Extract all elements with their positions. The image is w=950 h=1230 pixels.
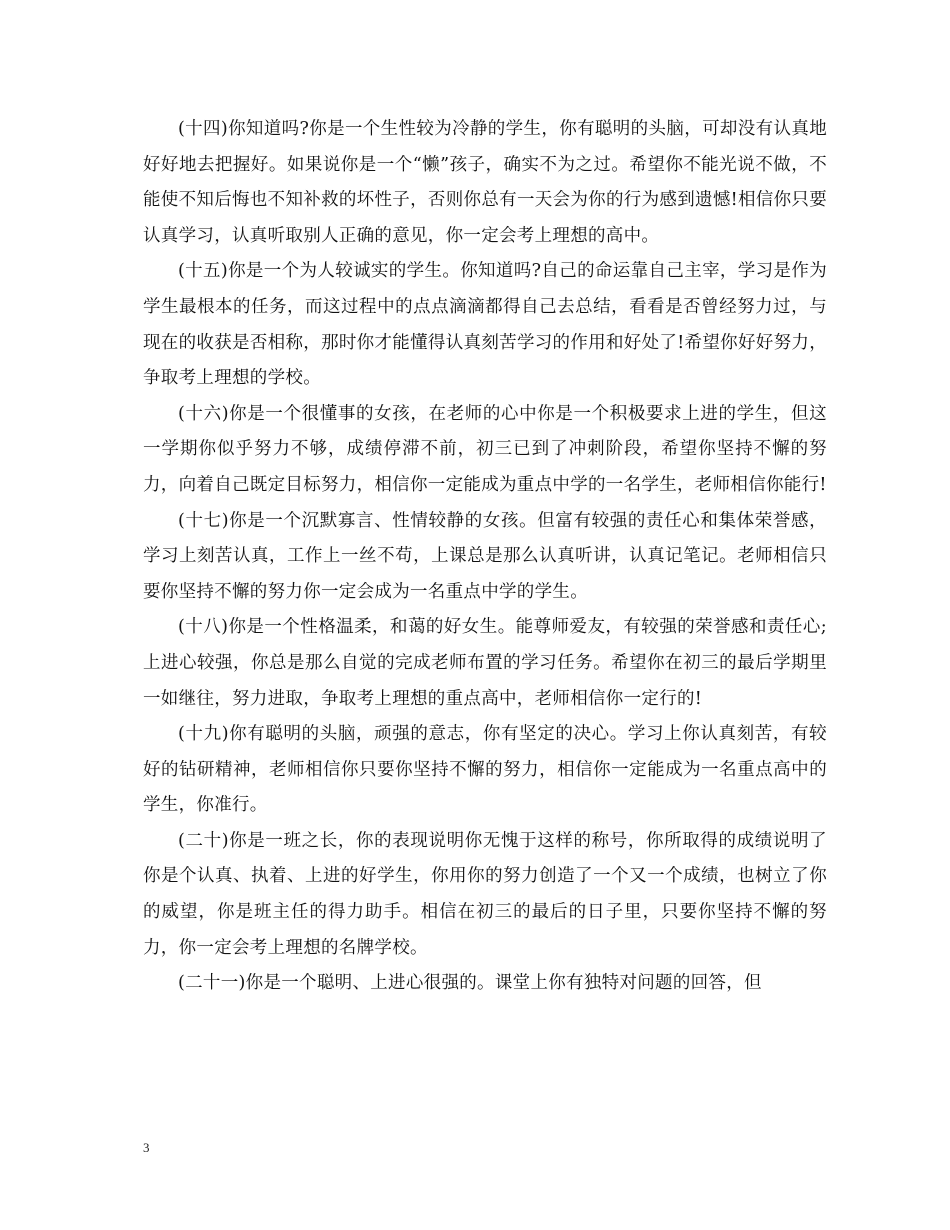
paragraph-14: (十四)你知道吗?你是一个生性较为冷静的学生，你有聪明的头脑，可却没有认真地好好地去把握好。如果说你是一个“懒”孩子，确实不为之过。希望你不能光说不做，不能使不知后悔也不知补救的坏性子，否则你总有一天会为你的行为感到遗憾!相信你只要认真学习，认真听取别人正确的意见，你一定会考上理想的高中。 bbox=[143, 119, 827, 246]
paragraph-16: (十六)你是一个很懂事的女孩，在老师的心中你是一个积极要求上进的学生，但这一学期你似乎努力不够，成绩停滞不前，初三已到了冲刺阶段，希望你坚持不懈的努力，向着自己既定目标努力，相信你一定能成为重点中学的一名学生，老师相信你能行! bbox=[143, 403, 827, 495]
paragraph-19: (十九)你有聪明的头脑，顽强的意志，你有坚定的决心。学习上你认真刻苦，有较好的钻研精神，老师相信你只要你坚持不懈的努力，相信你一定能成为一名重点高中的学生，你准行。 bbox=[143, 724, 827, 816]
paragraph-17: (十七)你是一个沉默寡言、性情较静的女孩。但富有较强的责任心和集体荣誉感，学习上刻苦认真，工作上一丝不苟，上课总是那么认真听讲，认真记笔记。老师相信只要你坚持不懈的努力你一定会成为一名重点中学的学生。 bbox=[143, 510, 827, 602]
paragraph-15: (十五)你是一个为人较诚实的学生。你知道吗?自己的命运靠自己主宰，学习是作为学生最根本的任务，而这过程中的点点滴滴都得自己去总结，看看是否曾经努力过，与现在的收获是否相称，那时你才能懂得认真刻苦学习的作用和好处了!希望你好好努力，争取考上理想的学校。 bbox=[143, 261, 827, 389]
page-number: 3 bbox=[143, 1140, 150, 1155]
paragraph-18: (十八)你是一个性格温柔，和蔼的好女生。能尊师爱友，有较强的荣誉感和责任心;上进心较强，你总是那么自觉的完成老师布置的学习任务。希望你在初三的最后学期里一如继往，努力进取，争取考上理想的重点高中，老师相信你一定行的! bbox=[143, 617, 827, 709]
paragraph-21: (二十一)你是一个聪明、上进心很强的。课堂上你有独特对问题的回答，但 bbox=[178, 973, 762, 994]
paragraph-20: (二十)你是一班之长，你的表现说明你无愧于这样的称号，你所取得的成绩说明了你是个认真、执着、上进的好学生，你用你的努力创造了一个又一个成绩，也树立了你的威望，你是班主任的得力助手。相信在初三的最后的日子里，只要你坚持不懈的努力，你一定会考上理想的名牌学校。 bbox=[143, 830, 827, 958]
document-body bbox=[143, 112, 827, 1002]
